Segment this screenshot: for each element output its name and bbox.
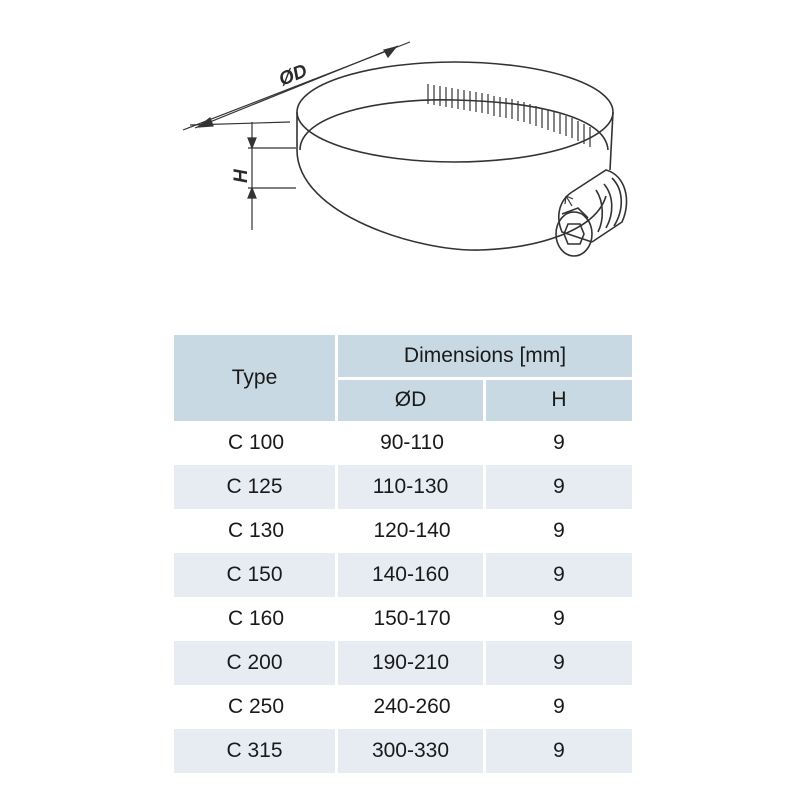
dimensions-table [174, 335, 632, 773]
cell-height: 9 [553, 607, 565, 630]
band-bottom-edge [297, 150, 606, 250]
height-label: H [231, 169, 252, 183]
cell-height: 9 [486, 465, 632, 509]
cell-type: C 315 [174, 729, 338, 773]
cell-type: C 150 [174, 553, 338, 597]
cell-diameter: 110-130 [338, 465, 486, 509]
band-inner-rim [300, 100, 608, 150]
table-row [174, 685, 632, 729]
cell-type: C 130 [227, 519, 285, 542]
cell-diameter: 150-170 [373, 607, 451, 630]
header-height: H [486, 380, 632, 421]
cell-type: C 250 [227, 695, 285, 718]
cell-height: 9 [486, 641, 632, 685]
table-row [174, 465, 632, 509]
hose-clamp-drawing [0, 0, 800, 300]
cell-type: C 200 [174, 641, 338, 685]
cell-height: 9 [486, 729, 632, 773]
cell-diameter: 240-260 [373, 695, 451, 718]
cell-height: 9 [553, 695, 565, 718]
cell-type: C 125 [174, 465, 338, 509]
cell-diameter: 190-210 [338, 641, 486, 685]
cell-height: 9 [553, 519, 565, 542]
header-diameter: ØD [338, 380, 486, 421]
cell-height: 9 [486, 553, 632, 597]
header-dimensions: Dimensions [mm] [338, 335, 632, 380]
table-row [174, 553, 632, 597]
cell-diameter: 300-330 [338, 729, 486, 773]
cell-height: 9 [553, 431, 565, 454]
cell-type: C 160 [227, 607, 285, 630]
cell-diameter: 120-140 [373, 519, 451, 542]
table-row [174, 421, 632, 465]
cell-type: C 100 [227, 431, 285, 454]
table-row [174, 509, 632, 553]
header-type: Type [174, 335, 338, 421]
table-row [174, 641, 632, 685]
diameter-label: ØD [276, 60, 311, 91]
cell-diameter: 140-160 [338, 553, 486, 597]
table-row [174, 729, 632, 773]
table-row [174, 597, 632, 641]
height-dimension [248, 122, 296, 230]
cell-diameter: 90-110 [380, 431, 444, 454]
